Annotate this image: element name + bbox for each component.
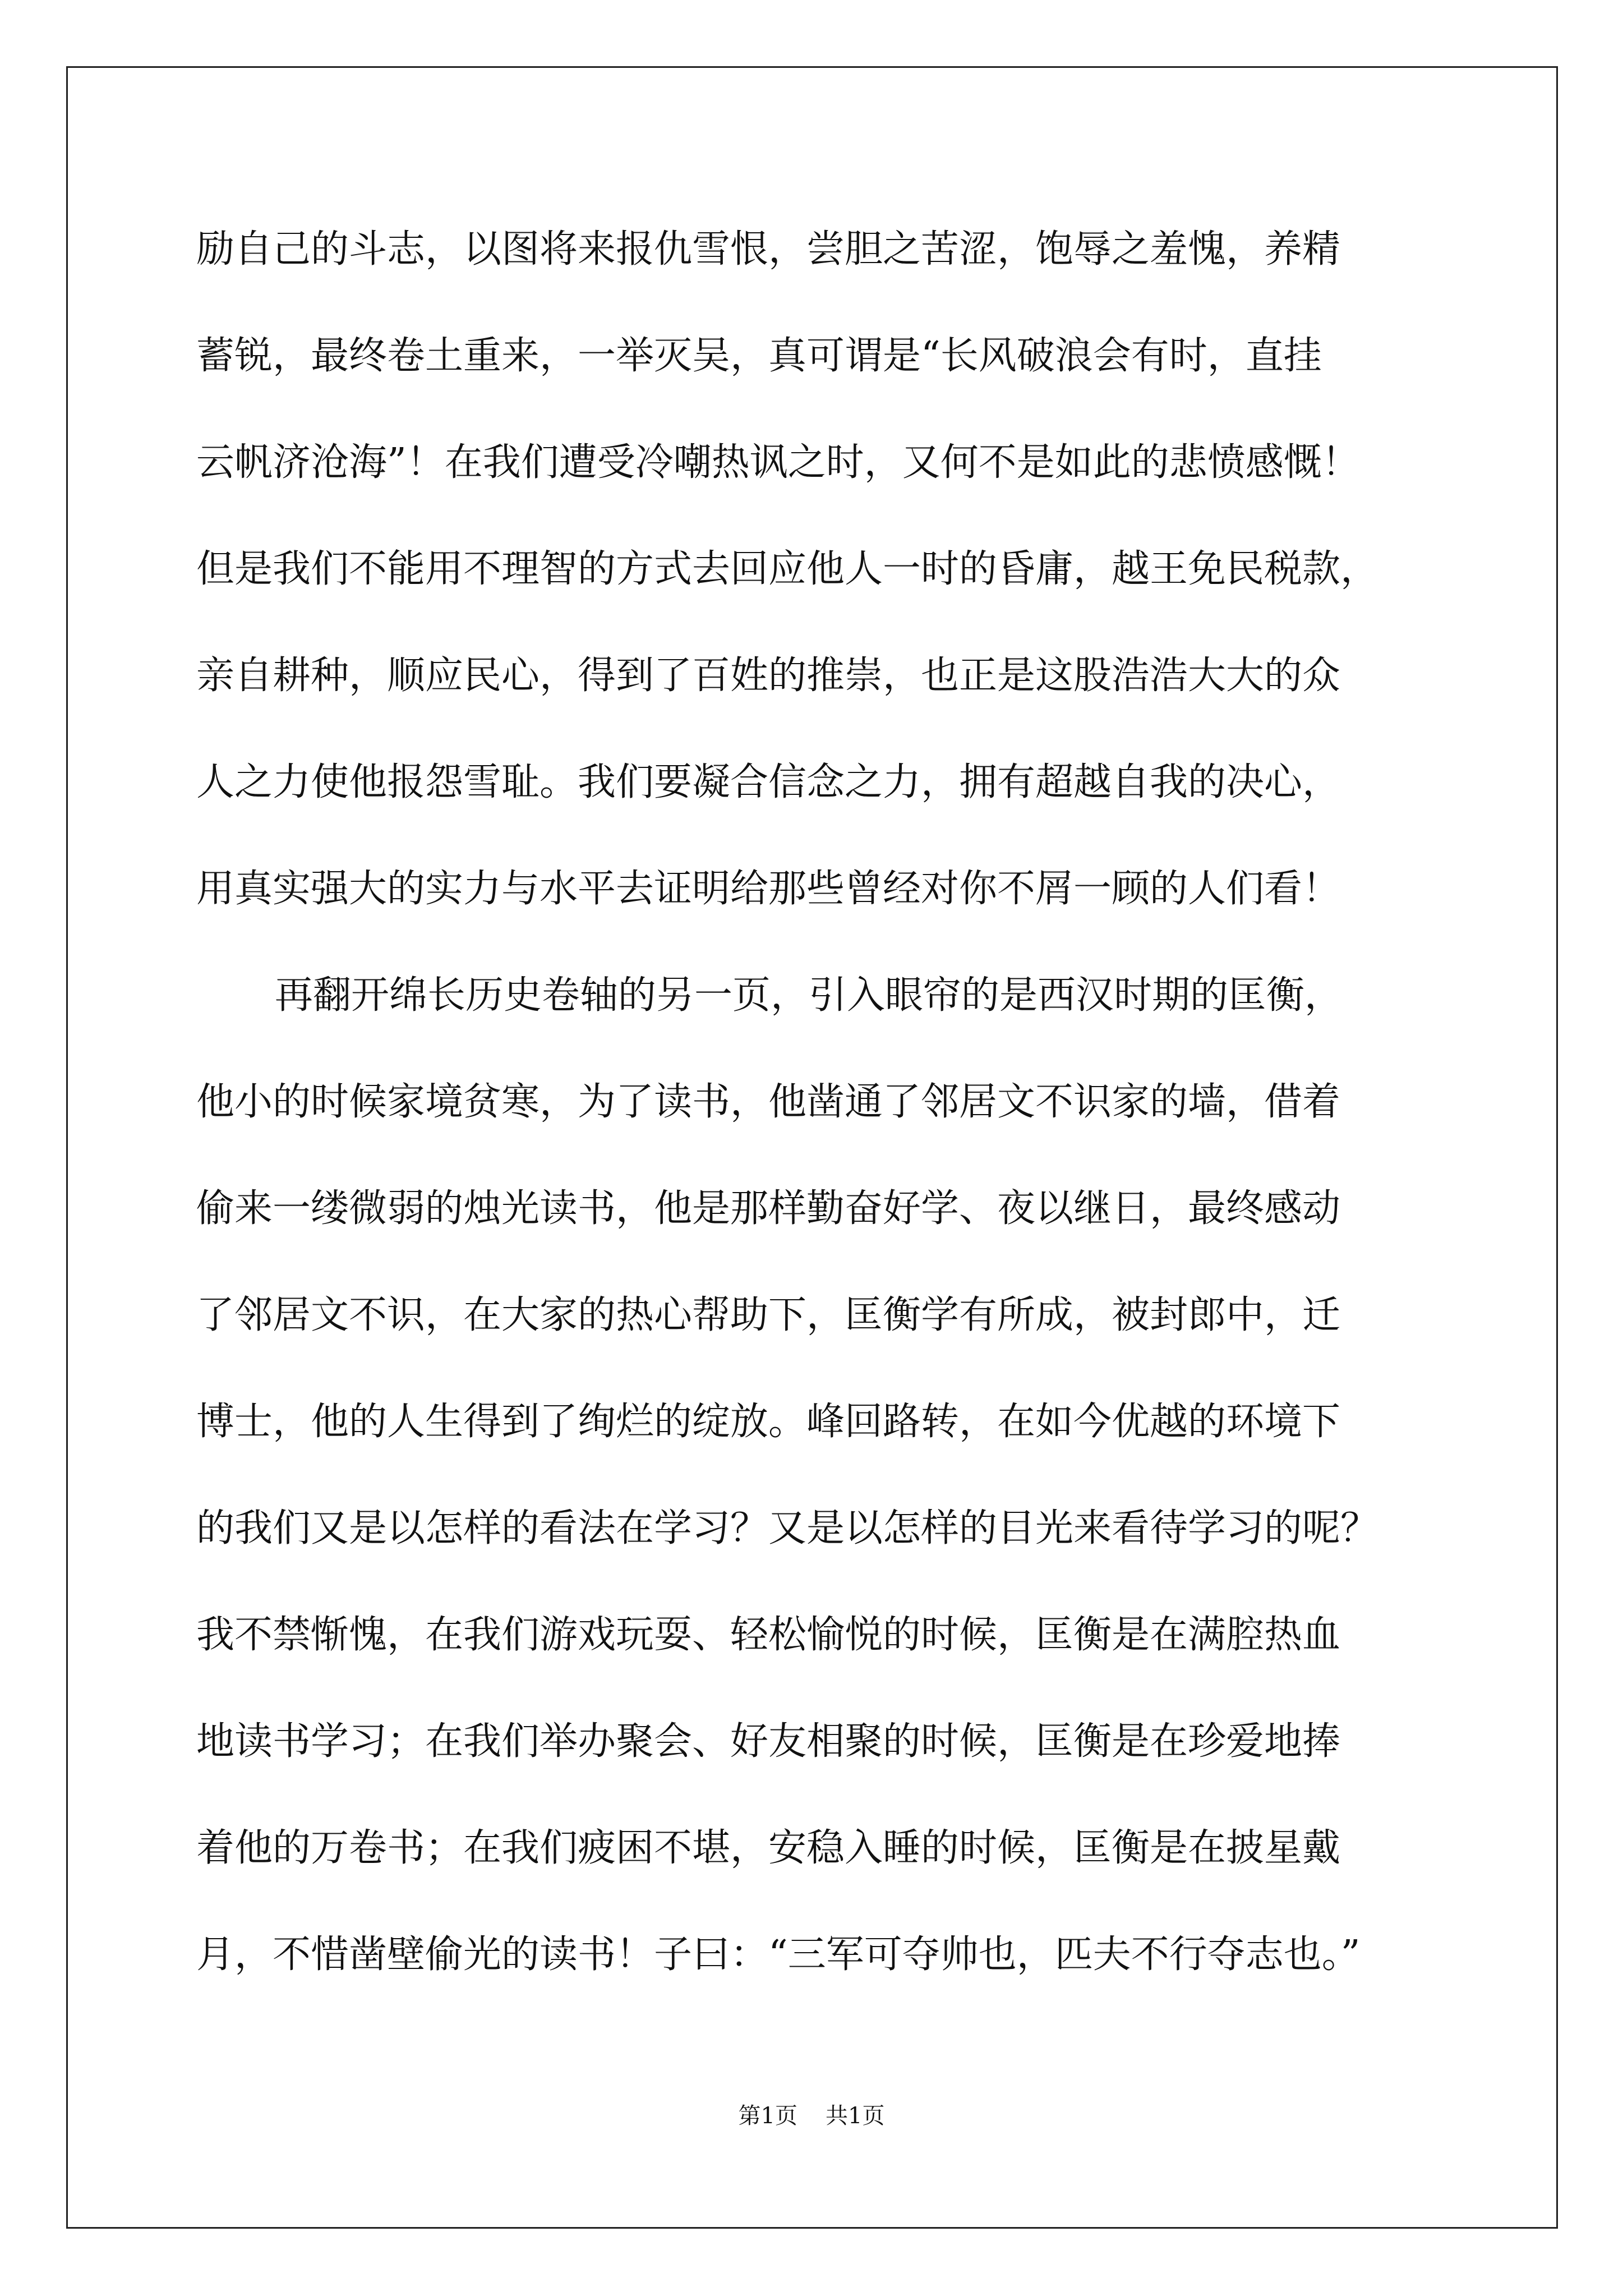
text-line: 励自己的斗志，以图将来报仇雪恨，尝胆之苦涩，饱辱之羞愧，养精: [196, 227, 1341, 272]
text-line: 亲自耕种，顺应民心，得到了百姓的推崇，也正是这股浩浩大大的众: [196, 654, 1341, 698]
text-line: 但是我们不能用不理智的方式去回应他人一时的昏庸，越王免民税款，: [196, 547, 1379, 591]
text-line: 着他的万卷书；在我们疲困不堪，安稳入睡的时候，匡衡是在披星戴: [196, 1826, 1341, 1870]
text-line: 蓄锐，最终卷土重来，一举灭吴，真可谓是“长风破浪会有时，直挂: [196, 334, 1322, 378]
page-footer: [0, 2098, 1623, 2130]
text-line: 我不禁惭愧，在我们游戏玩耍、轻松愉悦的时候，匡衡是在满腔热血: [196, 1613, 1341, 1657]
document-body: [196, 208, 1447, 2019]
text-line: 的我们又是以怎样的看法在学习？又是以怎样的目光来看待学习的呢？: [196, 1506, 1379, 1550]
page-number: 第1页: [738, 2103, 797, 2129]
text-line: 他小的时候家境贫寒，为了读书，他凿通了邻居文不识家的墙，借着: [196, 1080, 1341, 1124]
text-line: 再翻开绵长历史卷轴的另一页，引入眼帘的是西汉时期的匡衡，: [275, 973, 1343, 1018]
text-line: 了邻居文不识，在大家的热心帮助下，匡衡学有所成，被封郎中，迁: [196, 1293, 1341, 1337]
paragraph-2: [196, 954, 1447, 2019]
text-line: 博士，他的人生得到了绚烂的绽放。峰回路转，在如今优越的环境下: [196, 1400, 1341, 1444]
paragraph-1: [196, 208, 1447, 954]
text-line: 地读书学习；在我们举办聚会、好友相聚的时候，匡衡是在珍爱地捧: [196, 1719, 1341, 1764]
text-line: 云帆济沧海”！在我们遭受冷嘲热讽之时，又何不是如此的悲愤感慨！: [196, 440, 1360, 485]
text-line: 偷来一缕微弱的烛光读书，他是那样勤奋好学、夜以继日，最终感动: [196, 1186, 1341, 1231]
text-line: 人之力使他报怨雪耻。我们要凝合信念之力，拥有超越自我的决心，: [196, 760, 1341, 804]
text-line: 月，不惜凿壁偷光的读书！子曰：“三军可夺帅也，匹夫不行夺志也。”: [196, 1932, 1361, 1977]
text-line: 用真实强大的实力与水平去证明给那些曾经对你不屑一顾的人们看！: [196, 867, 1341, 911]
page-total: 共1页: [826, 2103, 885, 2129]
